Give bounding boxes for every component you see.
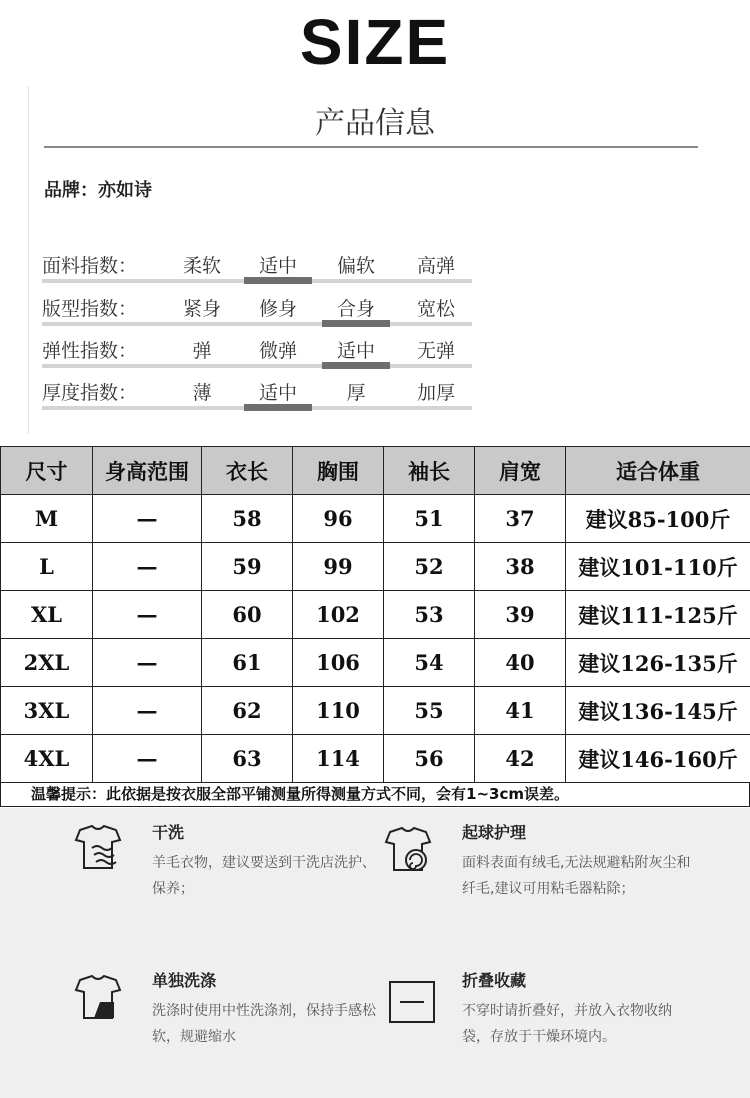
table-cell: 55: [384, 687, 475, 735]
index-row: [42, 245, 482, 287]
table-cell: 102: [293, 591, 384, 639]
care-desc: 洗涤时使用中性洗涤剂，保持手感松软，规避缩水: [152, 1003, 376, 1045]
table-cell: 96: [293, 495, 384, 543]
table-cell: 56: [384, 735, 475, 783]
table-cell: —: [93, 543, 202, 591]
index-track: [42, 322, 472, 326]
separate-wash-icon: [72, 968, 132, 1028]
table-cell: 61: [202, 639, 293, 687]
index-track: [42, 364, 472, 368]
header-sleeve: 袖长: [384, 447, 475, 495]
measurement-note: 温馨提示：此依据是按衣服全部平铺测量所得测量方式不同，会有1~3cm误差。: [0, 783, 750, 807]
index-option: 微弹: [258, 340, 297, 362]
table-cell: 4XL: [1, 735, 93, 783]
header-weight: 适合体重: [566, 447, 750, 495]
table-cell: 41: [475, 687, 566, 735]
table-cell: 106: [293, 639, 384, 687]
table-cell: 58: [202, 495, 293, 543]
index-option: 弹: [192, 340, 212, 362]
index-option: 适中: [258, 382, 297, 404]
index-selected-marker: [244, 277, 312, 284]
table-row: [1, 687, 750, 735]
table-cell: 53: [384, 591, 475, 639]
table-cell: 38: [475, 543, 566, 591]
dry-clean-icon: [72, 820, 132, 880]
header-size: 尺寸: [1, 447, 93, 495]
table-cell: 99: [293, 543, 384, 591]
care-section: [0, 808, 750, 1098]
table-row: [1, 735, 750, 783]
size-table: [0, 446, 750, 783]
table-cell: 62: [202, 687, 293, 735]
index-row: [42, 288, 482, 330]
header-chest: 胸围: [293, 447, 384, 495]
table-cell: —: [93, 735, 202, 783]
table-row: [1, 639, 750, 687]
index-label: 厚度指数：: [42, 382, 138, 404]
size-header: [0, 0, 750, 85]
table-cell: 59: [202, 543, 293, 591]
index-option: 无弹: [416, 340, 455, 362]
index-option: 薄: [192, 382, 212, 404]
care-title: 折叠收藏: [462, 971, 527, 990]
table-row: [1, 495, 750, 543]
index-row: [42, 330, 482, 372]
table-cell: —: [93, 495, 202, 543]
index-option: 紧身: [182, 298, 221, 320]
table-cell: —: [93, 639, 202, 687]
table-cell: XL: [1, 591, 93, 639]
index-selected-marker: [322, 362, 390, 369]
table-cell: —: [93, 687, 202, 735]
header-length: 衣长: [202, 447, 293, 495]
index-option: 适中: [258, 255, 297, 277]
pilling-care-icon: [382, 820, 442, 880]
index-option: 适中: [336, 340, 375, 362]
index-label: 面料指数：: [42, 255, 138, 277]
care-title: 起球护理: [462, 823, 527, 842]
index-option: 偏软: [336, 255, 375, 277]
care-title: 单独洗涤: [152, 971, 217, 990]
care-desc: 羊毛衣物，建议要送到干洗店洗护、保养；: [152, 855, 376, 897]
table-cell: 37: [475, 495, 566, 543]
table-cell: 2XL: [1, 639, 93, 687]
page-title: SIZE: [299, 6, 451, 78]
table-cell: 建议126-135斤: [566, 639, 750, 687]
table-cell: 建议101-110斤: [566, 543, 750, 591]
index-selected-marker: [322, 320, 390, 327]
index-row: [42, 372, 482, 414]
table-cell: L: [1, 543, 93, 591]
index-option: 合身: [336, 298, 375, 320]
table-cell: M: [1, 495, 93, 543]
table-cell: 40: [475, 639, 566, 687]
header-shoulder: 肩宽: [475, 447, 566, 495]
header-height-range: 身高范围: [93, 447, 202, 495]
table-cell: —: [93, 591, 202, 639]
table-cell: 60: [202, 591, 293, 639]
index-selected-marker: [244, 404, 312, 411]
brand-label: 品牌：亦如诗: [44, 180, 152, 201]
care-title: 干洗: [152, 823, 185, 842]
care-desc: 不穿时请折叠好，并放入衣物收纳袋，存放于干燥环境内。: [462, 1003, 672, 1045]
table-cell: 63: [202, 735, 293, 783]
product-info-title: 产品信息: [315, 106, 435, 141]
table-cell: 3XL: [1, 687, 93, 735]
index-option: 柔软: [182, 255, 221, 277]
table-cell: 建议146-160斤: [566, 735, 750, 783]
table-cell: 建议85-100斤: [566, 495, 750, 543]
table-cell: 110: [293, 687, 384, 735]
table-cell: 39: [475, 591, 566, 639]
table-row: [1, 543, 750, 591]
index-option: 厚: [346, 382, 366, 404]
index-option: 宽松: [416, 298, 455, 320]
index-label: 弹性指数：: [42, 340, 138, 362]
table-cell: 54: [384, 639, 475, 687]
table-cell: 建议111-125斤: [566, 591, 750, 639]
index-option: 高弹: [416, 255, 455, 277]
index-option: 修身: [258, 298, 297, 320]
fold-storage-icon: [382, 968, 442, 1028]
table-cell: 42: [475, 735, 566, 783]
index-label: 版型指数：: [42, 298, 138, 320]
index-option: 加厚: [416, 382, 455, 404]
table-cell: 51: [384, 495, 475, 543]
table-header-row: [1, 447, 750, 495]
care-desc: 面料表面有绒毛,无法规避粘附灰尘和纤毛,建议可用粘毛器粘除；: [462, 855, 691, 897]
table-cell: 建议136-145斤: [566, 687, 750, 735]
title-divider: [44, 146, 698, 148]
table-row: [1, 591, 750, 639]
table-cell: 52: [384, 543, 475, 591]
table-cell: 114: [293, 735, 384, 783]
